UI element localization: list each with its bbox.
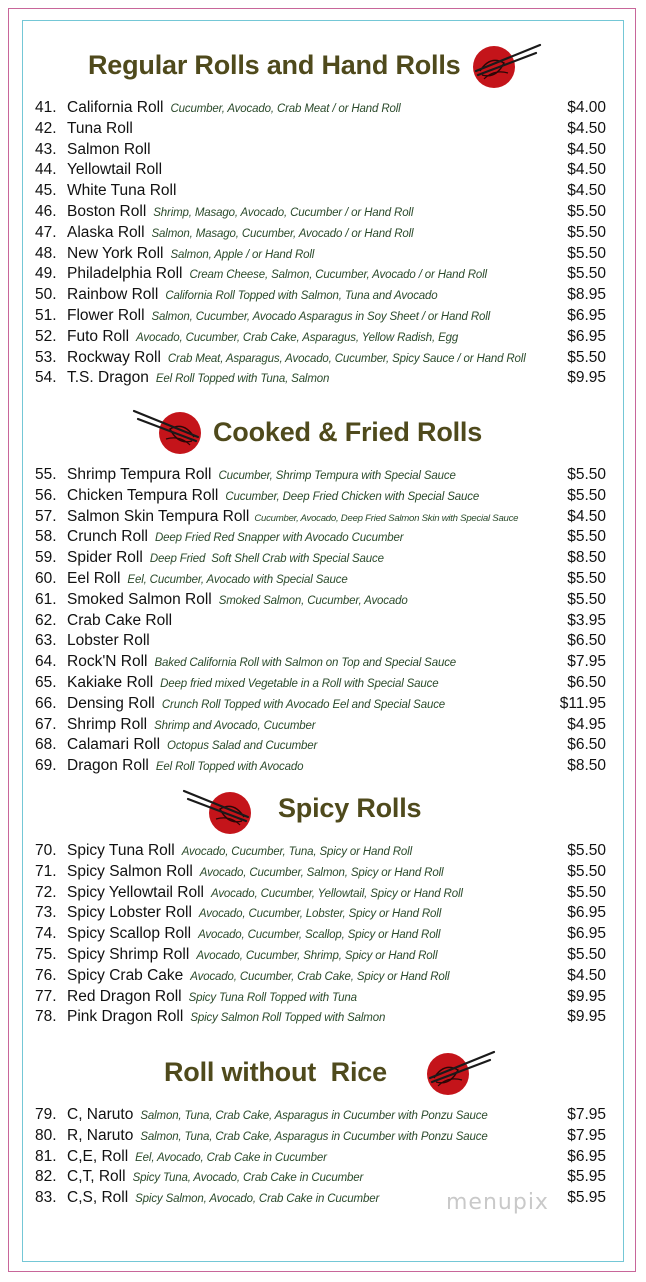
item-description: Avocado, Cucumber, Shrimp, Spicy or Hand Roll <box>196 949 438 962</box>
item-price: $5.50 <box>567 244 606 262</box>
item-price: $8.50 <box>567 757 606 775</box>
item-number: 58. <box>35 528 57 546</box>
item-text <box>67 368 329 390</box>
item-number: 44. <box>35 161 57 179</box>
item-text <box>67 223 413 245</box>
section-title: Cooked & Fried Rolls <box>213 417 483 447</box>
item-price: $5.50 <box>567 945 606 963</box>
item-text <box>67 735 317 757</box>
menu-item <box>0 223 646 244</box>
item-price: $4.95 <box>567 715 606 733</box>
item-price: $4.50 <box>567 507 606 525</box>
item-text <box>67 652 456 674</box>
item-name: C,S, Roll <box>67 1189 129 1207</box>
item-name: Flower Roll <box>67 306 145 324</box>
item-price: $5.50 <box>567 528 606 546</box>
item-price: $6.50 <box>567 673 606 691</box>
menu-item <box>0 548 646 569</box>
menu-list <box>0 98 646 389</box>
menu-item <box>0 1167 646 1188</box>
item-name: Spicy Yellowtail Roll <box>67 883 204 901</box>
item-text <box>67 590 408 612</box>
item-number: 82. <box>35 1168 57 1186</box>
item-number: 75. <box>35 945 57 963</box>
item-price: $7.95 <box>567 1126 606 1144</box>
menu-item <box>0 1105 646 1126</box>
menu-item <box>0 945 646 966</box>
item-description: Crunch Roll Topped with Avocado Eel and Special Sauce <box>161 698 446 711</box>
item-number: 41. <box>35 99 57 116</box>
item-price: $9.95 <box>567 1008 606 1026</box>
item-name: Spicy Scallop Roll <box>67 925 192 943</box>
item-name: Densing Roll <box>67 694 155 712</box>
menu-item <box>0 1147 646 1168</box>
menu-list <box>0 841 646 1028</box>
item-text <box>67 527 403 549</box>
item-number: 61. <box>35 590 57 608</box>
item-price: $6.50 <box>567 736 606 754</box>
item-text <box>67 465 456 487</box>
item-price: $8.95 <box>567 286 606 304</box>
menu-item <box>0 119 646 140</box>
item-name: C,T, Roll <box>67 1168 126 1186</box>
item-name: R, Naruto <box>67 1126 134 1144</box>
item-name: Chicken Tempura Roll <box>67 486 219 504</box>
item-number: 63. <box>35 632 57 650</box>
item-description: Shrimp and Avocado, Cucumber <box>154 719 316 732</box>
menu-item <box>0 924 646 945</box>
item-description: Avocado, Cucumber, Tuna, Spicy or Hand Roll <box>181 846 412 858</box>
menu-item <box>0 987 646 1008</box>
item-description: Salmon, Cucumber, Avocado Asparagus in Soy Sheet / or Hand Roll <box>151 310 491 323</box>
item-text <box>67 507 518 530</box>
item-description: Crab Meat, Asparagus, Avocado, Cucumber, Spicy Sauce / or Hand Roll <box>167 352 526 365</box>
sushi-chopsticks-icon <box>182 787 254 837</box>
item-name: Philadelphia Roll <box>67 265 183 283</box>
item-number: 47. <box>35 223 57 241</box>
item-name: Spicy Shrimp Roll <box>67 945 190 963</box>
item-price: $5.50 <box>567 486 606 504</box>
item-number: 49. <box>35 265 57 283</box>
item-name: Spicy Lobster Roll <box>67 904 192 922</box>
section-header <box>0 405 646 465</box>
item-number: 64. <box>35 653 57 671</box>
item-description: Deep Fried Red Snapper with Avocado Cucumber <box>154 532 404 545</box>
item-text <box>67 1167 363 1189</box>
item-price: $5.50 <box>567 862 606 880</box>
item-price: $6.95 <box>567 327 606 345</box>
item-name: Alaska Roll <box>67 223 145 241</box>
item-text <box>67 348 526 370</box>
menu-item <box>0 590 646 611</box>
item-name: Tuna Roll <box>67 119 133 137</box>
item-number: 72. <box>35 883 57 901</box>
item-text <box>67 1147 327 1169</box>
item-text <box>67 181 176 202</box>
watermark: menupix <box>446 1190 549 1215</box>
item-name: Spicy Salmon Roll <box>67 862 193 880</box>
item-text <box>67 160 162 181</box>
item-number: 66. <box>35 694 57 712</box>
item-text <box>67 1105 488 1127</box>
item-description: Spicy Salmon Roll Topped with Salmon <box>190 1012 386 1025</box>
item-price: $5.50 <box>567 223 606 241</box>
item-number: 77. <box>35 987 57 1005</box>
item-text <box>67 306 490 328</box>
item-price: $5.50 <box>567 466 606 483</box>
item-description: Eel Roll Topped with Avocado <box>155 761 304 774</box>
menu-item <box>0 527 646 548</box>
menu-item <box>0 1188 646 1209</box>
item-name: Rockway Roll <box>67 348 161 366</box>
item-text <box>67 715 315 737</box>
item-name: Spider Roll <box>67 549 143 567</box>
item-description: Salmon, Masago, Cucumber, Avocado / or Hand Roll <box>151 227 414 240</box>
menu-item <box>0 244 646 265</box>
item-name: Dragon Roll <box>67 757 149 775</box>
menu-item <box>0 486 646 507</box>
item-description: Avocado, Cucumber, Scallop, Spicy or Hand Roll <box>198 929 441 942</box>
item-description: Eel Roll Topped with Tuna, Salmon <box>155 373 330 386</box>
section-header <box>0 781 646 841</box>
section-roll-without-rice <box>0 1045 646 1209</box>
menu-item <box>0 202 646 223</box>
section-title: Regular Rolls and Hand Rolls <box>88 50 461 80</box>
item-name: Pink Dragon Roll <box>67 1008 184 1026</box>
item-number: 56. <box>35 486 57 504</box>
item-price: $6.95 <box>567 925 606 943</box>
item-price: $5.50 <box>567 265 606 283</box>
item-description: Avocado, Cucumber, Crab Cake, Spicy or Hand Roll <box>190 970 450 983</box>
menu-item <box>0 883 646 904</box>
item-description: Cucumber, Deep Fried Chicken with Special Sauce <box>225 490 480 503</box>
item-text <box>67 673 439 695</box>
item-description: Salmon, Tuna, Crab Cake, Asparagus in Cucumber with Ponzu Sauce <box>140 1130 488 1143</box>
item-text <box>67 119 133 140</box>
item-text <box>67 756 303 778</box>
item-name: Shrimp Roll <box>67 715 148 733</box>
menu-list <box>0 1105 646 1209</box>
item-price: $6.95 <box>567 904 606 922</box>
menu-item <box>0 98 646 119</box>
menu-item <box>0 631 646 652</box>
item-description: Spicy Tuna, Avocado, Crab Cake in Cucumber <box>132 1172 364 1185</box>
item-price: $11.95 <box>559 694 606 712</box>
item-name: C, Naruto <box>67 1106 134 1123</box>
item-number: 57. <box>35 507 57 525</box>
item-description: Avocado, Cucumber, Lobster, Spicy or Hand Roll <box>198 908 442 921</box>
menu-item <box>0 507 646 528</box>
item-price: $6.95 <box>567 1147 606 1165</box>
item-number: 45. <box>35 182 57 200</box>
item-number: 74. <box>35 925 57 943</box>
item-text <box>67 903 441 925</box>
sushi-chopsticks-icon <box>132 407 204 457</box>
item-number: 46. <box>35 202 57 220</box>
item-price: $5.95 <box>567 1168 606 1186</box>
menu-item <box>0 652 646 673</box>
item-name: T.S. Dragon <box>67 369 149 387</box>
item-text <box>67 244 314 266</box>
item-number: 53. <box>35 348 57 366</box>
item-text <box>67 945 437 967</box>
item-number: 71. <box>35 862 57 880</box>
item-number: 76. <box>35 966 57 984</box>
menu-item <box>0 368 646 389</box>
section-cooked-fried-rolls <box>0 405 646 777</box>
item-price: $4.50 <box>567 140 606 158</box>
item-price: $4.50 <box>567 966 606 984</box>
item-number: 43. <box>35 140 57 158</box>
section-title: Spicy Rolls <box>278 793 422 823</box>
item-price: $5.50 <box>567 202 606 220</box>
item-name: Futo Roll <box>67 327 130 345</box>
item-name: Crab Cake Roll <box>67 611 173 629</box>
item-price: $9.95 <box>567 987 606 1005</box>
item-number: 67. <box>35 715 57 733</box>
item-description: Cucumber, Avocado, Crab Meat / or Hand Roll <box>170 103 401 115</box>
section-regular-rolls <box>0 38 646 389</box>
menu-item <box>0 285 646 306</box>
item-price: $5.50 <box>567 348 606 366</box>
item-description: Shrimp, Masago, Avocado, Cucumber / or Hand Roll <box>153 206 414 219</box>
item-description: Salmon, Tuna, Crab Cake, Asparagus in Cucumber with Ponzu Sauce <box>140 1110 488 1122</box>
item-text <box>67 1126 488 1148</box>
item-text <box>67 98 401 120</box>
menu-item <box>0 841 646 862</box>
item-text <box>67 694 445 716</box>
item-number: 79. <box>35 1106 57 1123</box>
item-price: $5.50 <box>567 569 606 587</box>
item-number: 55. <box>35 466 57 483</box>
item-description: Avocado, Cucumber, Crab Cake, Asparagus, Yellow Radish, Egg <box>136 331 459 344</box>
section-title: Roll without Rice <box>164 1057 387 1087</box>
item-name: Yellowtail Roll <box>67 161 163 179</box>
menu-item <box>0 903 646 924</box>
item-number: 51. <box>35 306 57 324</box>
item-description: Avocado, Cucumber, Salmon, Spicy or Hand Roll <box>199 866 444 879</box>
item-description: Cucumber, Shrimp Tempura with Special Sauce <box>218 470 456 482</box>
item-name: Spicy Crab Cake <box>67 966 184 984</box>
item-name: Kakiake Roll <box>67 673 154 691</box>
item-description: Smoked Salmon, Cucumber, Avocado <box>218 594 408 607</box>
item-name: Boston Roll <box>67 202 147 220</box>
item-price: $3.95 <box>567 611 606 629</box>
item-description: Avocado, Cucumber, Yellowtail, Spicy or Hand Roll <box>211 887 463 900</box>
item-text <box>67 883 463 905</box>
menu-item <box>0 465 646 486</box>
item-text <box>67 486 479 508</box>
item-name: Crunch Roll <box>67 528 148 546</box>
menu-item <box>0 181 646 202</box>
item-number: 80. <box>35 1126 57 1144</box>
section-header <box>0 38 646 98</box>
item-number: 81. <box>35 1147 57 1165</box>
item-description: Salmon, Apple / or Hand Roll <box>170 248 315 261</box>
item-number: 60. <box>35 569 57 587</box>
item-name: Calamari Roll <box>67 736 161 754</box>
item-description: Cucumber, Avocado, Deep Fried Salmon Skin with Special Sauce <box>254 512 519 524</box>
item-text <box>67 264 487 286</box>
item-name: Shrimp Tempura Roll <box>67 466 212 483</box>
item-description: Eel, Avocado, Crab Cake in Cucumber <box>135 1151 327 1164</box>
item-text <box>67 631 150 652</box>
menu-item <box>0 673 646 694</box>
item-price: $8.50 <box>567 549 606 567</box>
item-name: Salmon Skin Tempura Roll <box>67 507 250 525</box>
menu-item <box>0 140 646 161</box>
section-spicy-rolls <box>0 781 646 1028</box>
item-name: Eel Roll <box>67 569 121 587</box>
item-number: 48. <box>35 244 57 262</box>
item-description: Octopus Salad and Cucumber <box>167 740 318 753</box>
item-text <box>67 1007 385 1029</box>
item-number: 52. <box>35 327 57 345</box>
item-number: 78. <box>35 1008 57 1026</box>
item-price: $7.95 <box>567 1106 606 1123</box>
item-name: California Roll <box>67 99 164 116</box>
item-text <box>67 987 357 1009</box>
menu-item <box>0 756 646 777</box>
item-description: Deep Fried Soft Shell Crab with Special Sauce <box>149 553 384 566</box>
item-number: 59. <box>35 549 57 567</box>
item-price: $5.50 <box>567 883 606 901</box>
item-number: 73. <box>35 904 57 922</box>
item-price: $9.95 <box>567 369 606 387</box>
menu-item <box>0 611 646 632</box>
menu-item <box>0 306 646 327</box>
menu-item <box>0 694 646 715</box>
item-price: $4.50 <box>567 161 606 179</box>
item-name: New York Roll <box>67 244 164 262</box>
item-text <box>67 327 458 349</box>
menu-item <box>0 862 646 883</box>
item-name: C,E, Roll <box>67 1147 129 1165</box>
item-description: Spicy Salmon, Avocado, Crab Cake in Cucumber <box>135 1193 380 1206</box>
item-description: California Roll Topped with Salmon, Tuna and Avocado <box>165 290 438 303</box>
item-price: $7.95 <box>567 653 606 671</box>
item-text <box>67 966 449 988</box>
menu-item <box>0 160 646 181</box>
item-text <box>67 924 440 946</box>
item-text <box>67 1188 379 1210</box>
item-number: 50. <box>35 286 57 304</box>
item-price: $6.50 <box>567 632 606 650</box>
item-price: $5.50 <box>567 590 606 608</box>
menu-item <box>0 569 646 590</box>
menu-item <box>0 735 646 756</box>
item-price: $4.50 <box>567 182 606 200</box>
item-number: 62. <box>35 611 57 629</box>
item-price: $5.95 <box>567 1189 606 1207</box>
item-text <box>67 202 413 224</box>
menu-item <box>0 1126 646 1147</box>
section-header <box>0 1045 646 1105</box>
item-name: Lobster Roll <box>67 632 150 650</box>
item-number: 70. <box>35 842 57 859</box>
item-text <box>67 841 412 863</box>
item-name: Rainbow Roll <box>67 286 159 304</box>
item-name: Rock'N Roll <box>67 653 148 671</box>
item-name: Spicy Tuna Roll <box>67 842 175 859</box>
item-number: 83. <box>35 1189 57 1207</box>
menu-list <box>0 465 646 777</box>
item-text <box>67 569 348 591</box>
item-description: Eel, Cucumber, Avocado with Special Sauce <box>127 573 348 586</box>
item-name: Red Dragon Roll <box>67 987 182 1005</box>
item-description: Baked California Roll with Salmon on Top and Special Sauce <box>154 657 457 670</box>
item-text <box>67 140 151 161</box>
menu-item <box>0 715 646 736</box>
item-text <box>67 548 384 570</box>
item-price: $4.50 <box>567 119 606 137</box>
item-text <box>67 611 172 632</box>
item-text <box>67 285 438 307</box>
item-price: $6.95 <box>567 306 606 324</box>
item-number: 54. <box>35 369 57 387</box>
item-number: 68. <box>35 736 57 754</box>
item-price: $4.00 <box>567 99 606 116</box>
item-number: 69. <box>35 757 57 775</box>
item-name: Smoked Salmon Roll <box>67 590 212 608</box>
menu-item <box>0 1007 646 1028</box>
item-price: $5.50 <box>567 842 606 859</box>
item-name: White Tuna Roll <box>67 182 177 200</box>
item-description: Cream Cheese, Salmon, Cucumber, Avocado / or Hand Roll <box>189 269 487 282</box>
sushi-chopsticks-icon <box>424 1048 496 1098</box>
item-description: Spicy Tuna Roll Topped with Tuna <box>188 991 357 1004</box>
menu-item <box>0 966 646 987</box>
item-number: 42. <box>35 119 57 137</box>
menu-item <box>0 264 646 285</box>
item-number: 65. <box>35 673 57 691</box>
item-name: Salmon Roll <box>67 140 151 158</box>
item-description: Deep fried mixed Vegetable in a Roll with Special Sauce <box>160 677 439 690</box>
item-text <box>67 862 443 884</box>
menu-item <box>0 348 646 369</box>
menu-item <box>0 327 646 348</box>
sushi-chopsticks-icon <box>470 41 542 91</box>
